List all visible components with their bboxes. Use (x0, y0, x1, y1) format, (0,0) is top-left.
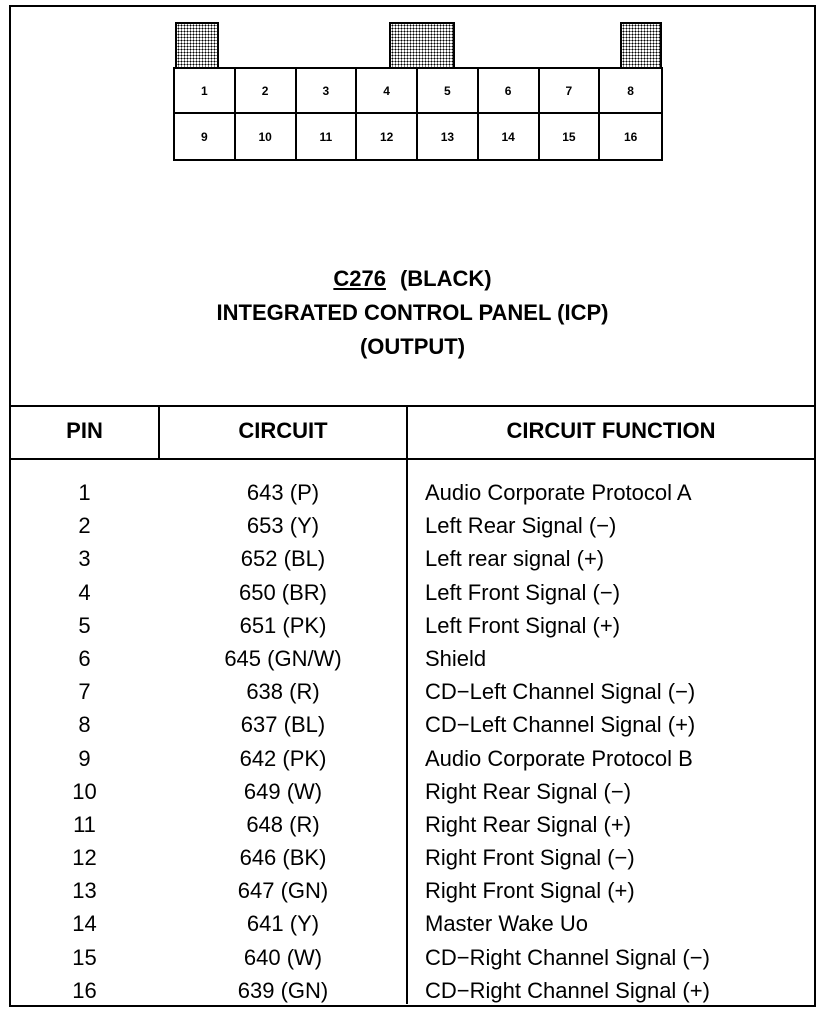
header-pin: PIN (66, 418, 103, 443)
table-row (11, 775, 814, 808)
table-row (11, 808, 814, 841)
function-cell-value: Audio Corporate Protocol B (425, 745, 693, 771)
function-cell-value: Master Wake Uo (425, 911, 589, 937)
connector-pin-cell: 15 (540, 114, 601, 159)
pin-cell-value: 7 (78, 679, 91, 705)
pin-cell-value: 8 (78, 712, 91, 738)
connector-pin-cell: 3 (297, 69, 358, 114)
circuit-cell-value: 640 (W) (243, 944, 323, 970)
function-cell-value: Shield (425, 645, 487, 671)
connector-subtitle: (OUTPUT) (359, 334, 466, 359)
connector-pin-cell: 13 (418, 114, 479, 159)
circuit-cell-value: 650 (BR) (238, 579, 328, 605)
connector-pin-cell: 5 (418, 69, 479, 114)
table-row (11, 874, 814, 907)
function-cell-value: Left rear signal (+) (425, 546, 605, 572)
pin-cell-value: 15 (72, 944, 97, 970)
function-cell-value: Left Front Signal (−) (425, 579, 621, 605)
connector-color: (BLACK) (399, 266, 492, 291)
function-cell-value: Right Rear Signal (−) (425, 778, 632, 804)
circuit-cell-value: 642 (PK) (239, 745, 327, 771)
circuit-cell-value: 639 (GN) (237, 977, 329, 1003)
function-cell-value: CD−Right Channel Signal (−) (425, 944, 710, 970)
pin-cell-value: 3 (78, 546, 91, 572)
pin-cell-value: 12 (72, 845, 97, 871)
connector-pin-cell: 16 (623, 129, 638, 144)
connector-pin-cell: 10 (236, 114, 297, 159)
connector-pin-cell: 4 (357, 69, 418, 114)
function-cell-value: Right Front Signal (+) (425, 878, 635, 904)
table-top-border (9, 405, 816, 407)
table-row (11, 542, 814, 575)
circuit-cell-value: 646 (BK) (239, 845, 327, 871)
pin-cell-value: 5 (78, 612, 91, 638)
table-row (11, 675, 814, 708)
table-row (11, 742, 814, 775)
circuit-cell-value: 649 (W) (243, 778, 323, 804)
connector-pin-cell: 6 (479, 69, 540, 114)
locking-tab-left (175, 22, 219, 67)
locking-tab-right (620, 22, 662, 67)
function-cell-value: CD−Right Channel Signal (+) (425, 977, 710, 1003)
function-cell-value: Audio Corporate Protocol A (425, 480, 692, 505)
table-row (11, 974, 814, 1007)
table-row (11, 708, 814, 741)
pin-cell-value: 11 (73, 811, 96, 837)
function-cell-value: Right Front Signal (−) (425, 845, 635, 871)
header-circuit-function: CIRCUIT FUNCTION (506, 418, 716, 443)
header-divider (11, 458, 814, 460)
circuit-cell-value: 648 (R) (246, 811, 320, 837)
table-row (11, 476, 814, 509)
pin-cell-value: 6 (78, 645, 91, 671)
header-circuit: CIRCUIT (238, 418, 328, 443)
connector-pin-cell: 1 (175, 69, 236, 114)
circuit-cell-value: 652 (BL) (240, 546, 326, 572)
connector-pin-cell: 2 (236, 69, 297, 114)
connector-pin-cell: 11 (297, 114, 358, 159)
connector-pin-cell: 14 (479, 114, 540, 159)
pin-cell-value: 9 (78, 745, 91, 771)
connector-code: C276 (333, 266, 386, 291)
connector-pin-cell: 9 (175, 114, 236, 159)
pin-cell-value: 4 (78, 579, 91, 605)
connector-pin-cell: 7 (540, 69, 601, 114)
table-row (11, 576, 814, 609)
connector-pin-cell: 12 (357, 114, 418, 159)
circuit-cell-value: 641 (Y) (246, 911, 320, 937)
title-line-1 (11, 262, 814, 296)
pin-cell-value: 2 (78, 513, 91, 539)
table-row (11, 941, 814, 974)
pin-cell-value: 1 (78, 480, 91, 505)
circuit-cell-value: 637 (BL) (240, 712, 326, 738)
circuit-cell-value: 651 (PK) (239, 612, 327, 638)
circuit-cell-value: 647 (GN) (237, 878, 329, 904)
table-row (11, 907, 814, 940)
connector-name: INTEGRATED CONTROL PANEL (ICP) (216, 300, 609, 325)
pin-cell-value: 10 (72, 778, 97, 804)
function-cell-value: Right Rear Signal (+) (425, 811, 632, 837)
circuit-cell-value: 638 (R) (246, 679, 320, 705)
connector-pin-cell: 8 (600, 69, 661, 114)
function-cell-value: CD−Left Channel Signal (−) (425, 679, 696, 705)
locking-tab-center (389, 22, 455, 67)
circuit-cell-value: 653 (Y) (246, 513, 320, 539)
connector-title (11, 262, 814, 364)
pinout-table-body (11, 476, 814, 1007)
table-row (11, 642, 814, 675)
function-cell-value: Left Front Signal (+) (425, 612, 621, 638)
pin-grid (173, 67, 663, 161)
function-cell-value: Left Rear Signal (−) (425, 513, 617, 539)
table-row (11, 609, 814, 642)
circuit-cell-value: 643 (P) (246, 480, 320, 505)
pin-cell-value: 16 (72, 977, 97, 1003)
circuit-cell-value: 645 (GN/W) (224, 645, 342, 671)
pin-cell-value: 14 (72, 911, 97, 937)
table-row (11, 841, 814, 874)
function-cell-value: CD−Left Channel Signal (+) (425, 712, 696, 738)
connector-face (173, 22, 663, 162)
pin-cell-value: 13 (72, 878, 97, 904)
table-row (11, 509, 814, 542)
